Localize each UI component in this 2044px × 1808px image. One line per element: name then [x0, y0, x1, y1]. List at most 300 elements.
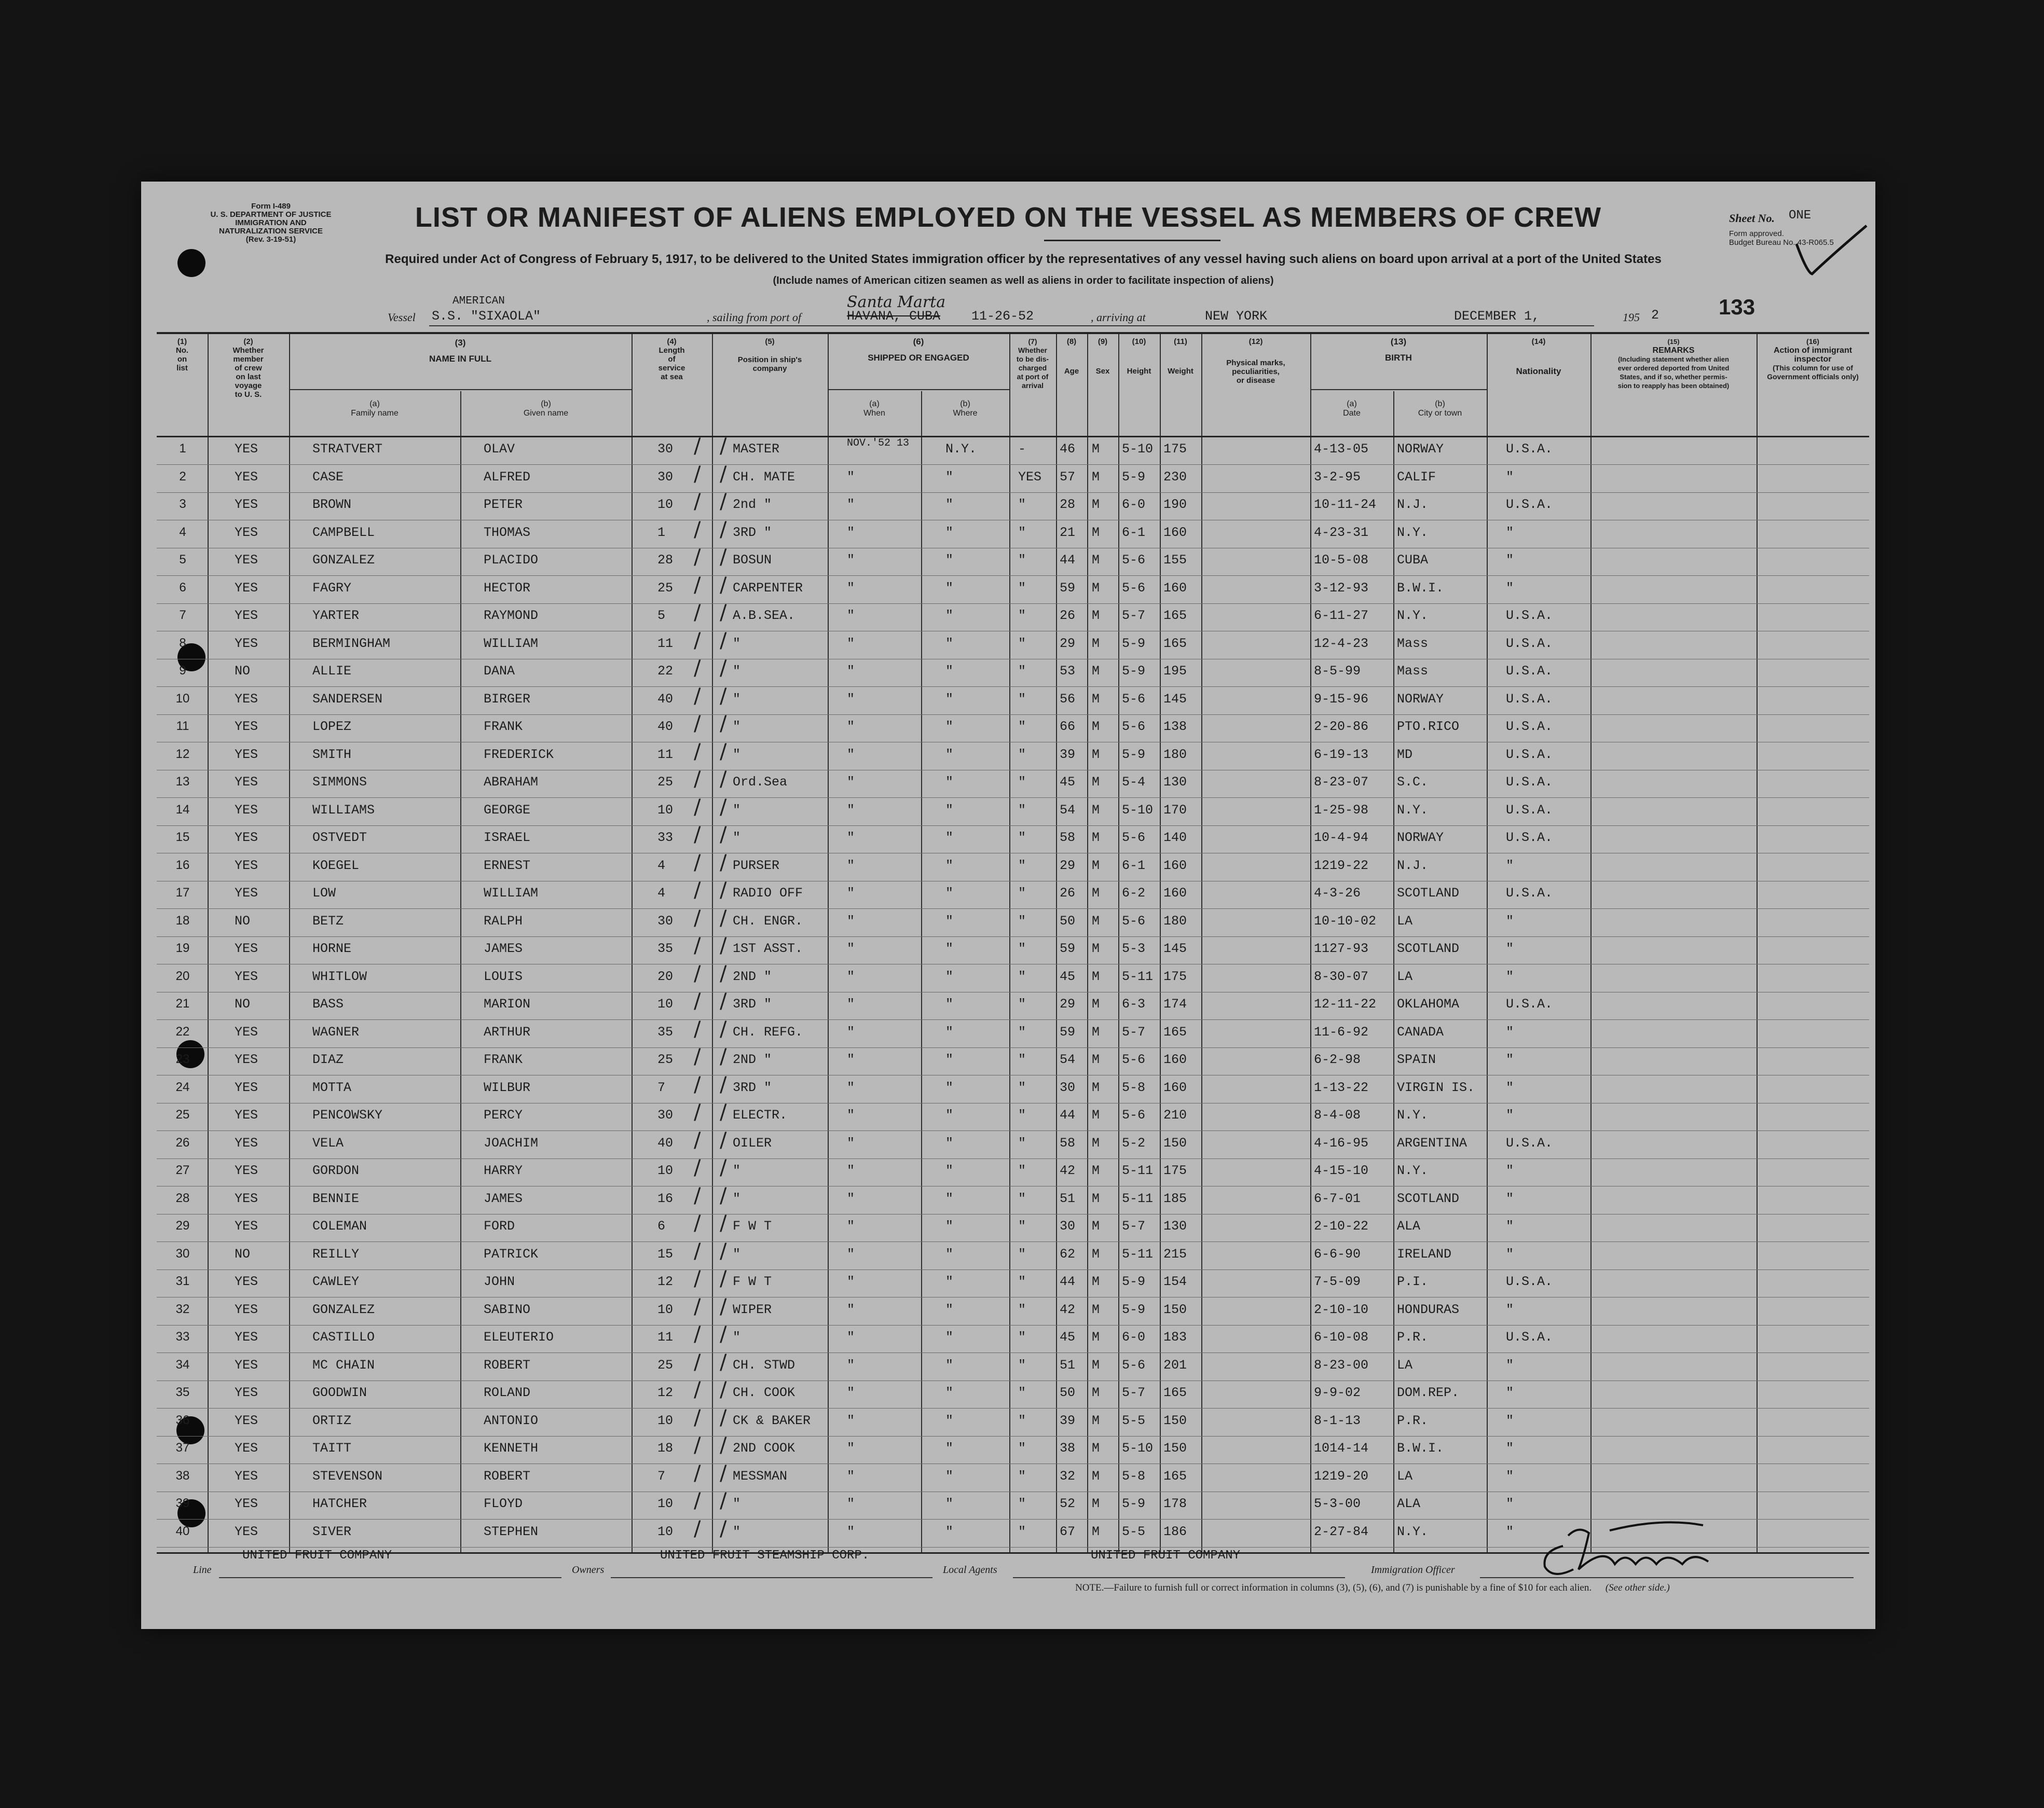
cell-shipped-when: " [847, 969, 855, 984]
cell-length-of-service: 22 [657, 664, 674, 679]
cell-nationality: " [1506, 1163, 1514, 1178]
cell-list-number: 7 [179, 608, 186, 622]
position-check-mark: / [720, 823, 727, 847]
cell-nationality: U.S.A. [1506, 802, 1553, 818]
cell-shipped-when: " [847, 802, 855, 818]
cell-birth-city: LA [1397, 1468, 1413, 1484]
cell-given-name: SABINO [484, 1302, 531, 1317]
cell-discharged: " [1018, 1246, 1026, 1262]
cell-birth-date: 4-15-10 [1314, 1163, 1369, 1178]
cell-length-of-service: 10 [657, 1496, 674, 1511]
service-check-mark: / [694, 656, 701, 680]
sailing-date: 11-26-52 [971, 309, 1034, 324]
punch-hole [177, 249, 205, 277]
cell-nationality: U.S.A. [1506, 1330, 1553, 1345]
cell-shipped-when: " [847, 1191, 855, 1206]
cell-weight: 215 [1163, 1246, 1187, 1262]
table-row [157, 1128, 1869, 1159]
cell-given-name: WILBUR [484, 1080, 531, 1095]
cell-given-name: PETER [484, 497, 523, 512]
cell-given-name: FLOYD [484, 1496, 523, 1511]
cell-list-number: 18 [175, 913, 190, 928]
cell-position: WIPER [733, 1302, 772, 1317]
position-check-mark: / [720, 878, 727, 902]
cell-nationality: " [1506, 1191, 1514, 1206]
table-row [157, 545, 1869, 576]
cell-shipped-where: " [945, 969, 954, 984]
cell-given-name: FREDERICK [484, 747, 554, 762]
cell-position: 2nd " [733, 497, 772, 512]
arrival-date: DECEMBER 1, [1454, 309, 1540, 324]
cell-length-of-service: 7 [657, 1468, 666, 1484]
cell-age: 42 [1060, 1302, 1076, 1317]
cell-nationality: " [1506, 1246, 1514, 1262]
cell-list-number: 25 [175, 1108, 190, 1122]
cell-birth-city: B.W.I. [1397, 1441, 1444, 1456]
cell-birth-date: 12-11-22 [1314, 997, 1377, 1012]
cell-family-name: KOEGEL [312, 858, 360, 873]
cell-weight: 130 [1163, 1219, 1187, 1234]
cell-birth-date: 6-6-90 [1314, 1246, 1361, 1262]
cell-birth-city: LA [1397, 913, 1413, 929]
cell-birth-date: 8-23-07 [1314, 775, 1369, 790]
table-row [157, 795, 1869, 826]
cell-family-name: WHITLOW [312, 969, 367, 984]
cell-age: 59 [1060, 941, 1076, 956]
manifest-sheet [141, 182, 1875, 1629]
cell-nationality: U.S.A. [1506, 1135, 1553, 1151]
position-check-mark: / [720, 1267, 727, 1291]
cell-given-name: JAMES [484, 1191, 523, 1206]
cell-list-number: 31 [175, 1274, 190, 1288]
cell-shipped-where: " [945, 1108, 954, 1123]
position-check-mark: / [720, 1128, 727, 1152]
position-check-mark: / [720, 462, 727, 486]
cell-position: CH. STWD [733, 1357, 795, 1373]
cell-nationality: " [1506, 1385, 1514, 1400]
cell-weight: 130 [1163, 775, 1187, 790]
cell-sex: M [1092, 1191, 1100, 1206]
cell-list-number: 3 [179, 497, 186, 511]
cell-family-name: BERMINGHAM [312, 636, 391, 651]
cell-age: 54 [1060, 802, 1076, 818]
cell-shipped-where: " [945, 553, 954, 568]
cell-weight: 150 [1163, 1135, 1187, 1151]
cell-birth-date: 2-10-10 [1314, 1302, 1369, 1317]
cell-shipped-where: " [945, 1024, 954, 1040]
cell-nationality: U.S.A. [1506, 664, 1553, 679]
service-check-mark: / [694, 989, 701, 1013]
cell-position: 3RD " [733, 1080, 772, 1095]
position-check-mark: / [720, 1350, 727, 1374]
cell-position: 1ST ASST. [733, 941, 803, 956]
cell-member-last-voyage: YES [235, 830, 258, 845]
cell-discharged: " [1018, 1052, 1026, 1067]
cell-height: 5-8 [1122, 1080, 1146, 1095]
cell-position: " [733, 1163, 741, 1178]
cell-weight: 180 [1163, 747, 1187, 762]
cell-list-number: 28 [175, 1191, 190, 1205]
cell-member-last-voyage: YES [235, 1302, 258, 1317]
table-row [157, 823, 1869, 853]
cell-age: 42 [1060, 1163, 1076, 1178]
cell-shipped-where: " [945, 1135, 954, 1151]
cell-birth-date: 8-1-13 [1314, 1413, 1361, 1428]
cell-position: A.B.SEA. [733, 608, 795, 623]
cell-given-name: DANA [484, 664, 515, 679]
cell-discharged: " [1018, 1108, 1026, 1123]
cell-sex: M [1092, 497, 1100, 512]
cell-birth-date: 1219-22 [1314, 858, 1369, 873]
position-check-mark: / [720, 517, 727, 542]
col-shipped-engaged: (6) SHIPPED OR ENGAGED [868, 337, 969, 363]
cell-birth-date: 7-5-09 [1314, 1274, 1361, 1289]
cell-given-name: OLAV [484, 441, 515, 457]
cell-height: 5-6 [1122, 830, 1146, 845]
cell-birth-city: NORWAY [1397, 441, 1444, 457]
service-check-mark: / [694, 573, 701, 597]
cell-height: 5-9 [1122, 1496, 1146, 1511]
cell-sex: M [1092, 553, 1100, 568]
cell-family-name: CAMPBELL [312, 525, 375, 540]
cell-length-of-service: 10 [657, 497, 674, 512]
cell-nationality: U.S.A. [1506, 497, 1553, 512]
cell-shipped-when: " [847, 691, 855, 707]
service-check-mark: / [694, 462, 701, 486]
cell-shipped-when: " [847, 1385, 855, 1400]
cell-nationality: U.S.A. [1506, 830, 1553, 845]
cell-age: 21 [1060, 525, 1076, 540]
cell-family-name: FAGRY [312, 580, 352, 596]
cell-family-name: GONZALEZ [312, 1302, 375, 1317]
cell-birth-date: 4-16-95 [1314, 1135, 1369, 1151]
cell-height: 5-10 [1122, 441, 1154, 457]
cell-age: 46 [1060, 441, 1076, 457]
cell-discharged: " [1018, 802, 1026, 818]
cell-sex: M [1092, 469, 1100, 485]
cell-shipped-where: " [945, 941, 954, 956]
cell-sex: M [1092, 719, 1100, 734]
position-check-mark: / [720, 712, 727, 736]
cell-height: 5-6 [1122, 1108, 1146, 1123]
cell-birth-date: 6-10-08 [1314, 1330, 1369, 1345]
cell-height: 5-9 [1122, 636, 1146, 651]
cell-sex: M [1092, 691, 1100, 707]
cell-birth-city: Mass [1397, 636, 1429, 651]
cell-position: MESSMAN [733, 1468, 788, 1484]
cell-given-name: THOMAS [484, 525, 531, 540]
cell-weight: 175 [1163, 441, 1187, 457]
cell-weight: 160 [1163, 580, 1187, 596]
cell-shipped-when: " [847, 997, 855, 1012]
cell-position: " [733, 1330, 741, 1345]
cell-birth-city: SCOTLAND [1397, 941, 1460, 956]
cell-position: CH. COOK [733, 1385, 795, 1400]
cell-discharged: " [1018, 580, 1026, 596]
cell-weight: 175 [1163, 1163, 1187, 1178]
cell-position: CK & BAKER [733, 1413, 811, 1428]
cell-height: 5-6 [1122, 691, 1146, 707]
cell-list-number: 32 [175, 1302, 190, 1316]
cell-shipped-when: " [847, 664, 855, 679]
table-row [157, 684, 1869, 715]
cell-shipped-when: " [847, 580, 855, 596]
cell-position: 2ND " [733, 1052, 772, 1067]
cell-given-name: PERCY [484, 1108, 523, 1123]
cell-height: 5-11 [1122, 1191, 1154, 1206]
table-row [157, 1378, 1869, 1409]
cell-discharged: " [1018, 1385, 1026, 1400]
position-check-mark: / [720, 490, 727, 514]
cell-height: 5-2 [1122, 1135, 1146, 1151]
cell-family-name: SMITH [312, 747, 352, 762]
cell-list-number: 23 [175, 1052, 190, 1066]
cell-member-last-voyage: YES [235, 1468, 258, 1484]
cell-length-of-service: 40 [657, 719, 674, 734]
cell-nationality: " [1506, 525, 1514, 540]
cell-nationality: U.S.A. [1506, 719, 1553, 734]
cell-nationality: " [1506, 941, 1514, 956]
cell-discharged: " [1018, 1024, 1026, 1040]
col-family-name: (a) Family name [351, 399, 399, 418]
cell-birth-city: OKLAHOMA [1397, 997, 1460, 1012]
cell-list-number: 15 [175, 830, 190, 844]
cell-weight: 160 [1163, 886, 1187, 901]
cell-family-name: BENNIE [312, 1191, 360, 1206]
cell-age: 59 [1060, 580, 1076, 596]
cell-height: 6-1 [1122, 858, 1146, 873]
cell-birth-date: 2-10-22 [1314, 1219, 1369, 1234]
cell-length-of-service: 6 [657, 1219, 666, 1234]
cell-list-number: 30 [175, 1246, 190, 1261]
table-row [157, 989, 1869, 1020]
cell-given-name: RALPH [484, 913, 523, 929]
cell-weight: 230 [1163, 469, 1187, 485]
cell-shipped-where: " [945, 913, 954, 929]
cell-age: 30 [1060, 1219, 1076, 1234]
col-list-number: (1) No. on list [175, 337, 189, 372]
cell-discharged: " [1018, 525, 1026, 540]
table-header [157, 332, 1869, 437]
cell-length-of-service: 11 [657, 1330, 674, 1345]
position-check-mark: / [720, 684, 727, 708]
cell-nationality: " [1506, 469, 1514, 485]
cell-nationality: " [1506, 1219, 1514, 1234]
table-row [157, 878, 1869, 909]
service-check-mark: / [694, 1516, 701, 1541]
cell-length-of-service: 10 [657, 1413, 674, 1428]
cell-discharged: " [1018, 691, 1026, 707]
cell-sex: M [1092, 747, 1100, 762]
cell-sex: M [1092, 1413, 1100, 1428]
service-check-mark: / [694, 1461, 701, 1485]
immigration-officer-label: Immigration Officer [1371, 1564, 1455, 1576]
cell-sex: M [1092, 1246, 1100, 1262]
cell-length-of-service: 40 [657, 691, 674, 707]
cell-position: CH. MATE [733, 469, 795, 485]
cell-height: 6-0 [1122, 497, 1146, 512]
cell-weight: 140 [1163, 830, 1187, 845]
cell-length-of-service: 11 [657, 636, 674, 651]
col-weight: (11) Weight [1168, 337, 1194, 376]
cell-given-name: PLACIDO [484, 553, 539, 568]
cell-birth-date: 8-5-99 [1314, 664, 1361, 679]
cell-list-number: 24 [175, 1080, 190, 1094]
cell-position: ELECTR. [733, 1108, 788, 1123]
cell-shipped-where: " [945, 664, 954, 679]
cell-shipped-where: " [945, 1357, 954, 1373]
cell-shipped-when: " [847, 747, 855, 762]
cell-age: 66 [1060, 719, 1076, 734]
cell-member-last-voyage: NO [235, 997, 251, 1012]
cell-member-last-voyage: YES [235, 691, 258, 707]
cell-list-number: 33 [175, 1330, 190, 1344]
service-check-mark: / [694, 1405, 701, 1430]
cell-height: 5-7 [1122, 608, 1146, 623]
cell-length-of-service: 10 [657, 1524, 674, 1539]
sailing-port: HAVANA, CUBA [847, 309, 941, 324]
cell-discharged: " [1018, 1302, 1026, 1317]
cell-birth-date: 1127-93 [1314, 941, 1369, 956]
cell-list-number: 20 [175, 969, 190, 983]
cell-list-number: 2 [179, 469, 186, 484]
cell-shipped-where: " [945, 1441, 954, 1456]
cell-given-name: RAYMOND [484, 608, 539, 623]
position-check-mark: / [720, 1405, 727, 1430]
col-birth: (13) BIRTH [1385, 337, 1412, 363]
cell-birth-city: N.J. [1397, 497, 1429, 512]
cell-nationality: " [1506, 1413, 1514, 1428]
cell-height: 5-10 [1122, 1441, 1154, 1456]
service-check-mark: / [694, 850, 701, 875]
cell-weight: 145 [1163, 691, 1187, 707]
cell-member-last-voyage: YES [235, 802, 258, 818]
cell-age: 45 [1060, 1330, 1076, 1345]
cell-age: 57 [1060, 469, 1076, 485]
cell-shipped-when: " [847, 1468, 855, 1484]
cell-shipped-when: " [847, 1524, 855, 1539]
col-physical-marks: (12) Physical marks, peculiarities, or disease [1226, 337, 1285, 385]
table-row [157, 656, 1869, 687]
cell-shipped-when: NOV.'52 13 [847, 437, 910, 449]
cell-weight: 145 [1163, 941, 1187, 956]
cell-family-name: CASTILLO [312, 1330, 375, 1345]
service-check-mark: / [694, 1267, 701, 1291]
cell-member-last-voyage: YES [235, 497, 258, 512]
cell-birth-date: 9-15-96 [1314, 691, 1369, 707]
cell-birth-city: N.Y. [1397, 802, 1429, 818]
cell-length-of-service: 25 [657, 1357, 674, 1373]
cell-member-last-voyage: YES [235, 1413, 258, 1428]
cell-weight: 183 [1163, 1330, 1187, 1345]
cell-height: 5-6 [1122, 719, 1146, 734]
cell-family-name: CASE [312, 469, 344, 485]
service-check-mark: / [694, 628, 701, 653]
cell-list-number: 1 [179, 441, 186, 456]
cell-nationality: " [1506, 913, 1514, 929]
service-check-mark: / [694, 517, 701, 542]
cell-family-name: REILLY [312, 1246, 360, 1262]
cell-shipped-where: " [945, 775, 954, 790]
col-age: (8) Age [1064, 337, 1079, 376]
cell-family-name: HATCHER [312, 1496, 367, 1511]
cell-position: 2ND COOK [733, 1441, 795, 1456]
cell-discharged: " [1018, 1357, 1026, 1373]
cell-shipped-where: N.Y. [945, 441, 977, 457]
cell-member-last-voyage: NO [235, 664, 251, 679]
cell-shipped-when: " [847, 1080, 855, 1095]
cell-length-of-service: 15 [657, 1246, 674, 1262]
cell-birth-date: 1014-14 [1314, 1441, 1369, 1456]
cell-weight: 160 [1163, 1080, 1187, 1095]
cell-list-number: 4 [179, 525, 186, 539]
cell-shipped-where: " [945, 1413, 954, 1428]
cell-member-last-voyage: YES [235, 553, 258, 568]
cell-nationality: " [1506, 969, 1514, 984]
cell-member-last-voyage: YES [235, 1163, 258, 1178]
cell-age: 50 [1060, 913, 1076, 929]
service-check-mark: / [694, 1211, 701, 1235]
cell-sex: M [1092, 830, 1100, 845]
cell-birth-date: 3-12-93 [1314, 580, 1369, 596]
cell-member-last-voyage: YES [235, 1274, 258, 1289]
requirement-statement: Required under Act of Congress of February 5, 1917, to be delivered to the United States immigration officer by the representatives of any vessel having such aliens on board upon arrival at a port of the United States [385, 252, 1662, 266]
col-shipped-where: (b) Where [953, 399, 978, 418]
cell-given-name: BIRGER [484, 691, 531, 707]
cell-birth-date: 2-20-86 [1314, 719, 1369, 734]
cell-shipped-when: " [847, 1024, 855, 1040]
cell-list-number: 6 [179, 580, 186, 595]
line-value: UNITED FRUIT COMPANY [242, 1549, 392, 1563]
service-check-mark: / [694, 490, 701, 514]
cell-shipped-where: " [945, 1496, 954, 1511]
table-row [157, 1156, 1869, 1186]
cell-birth-city: N.Y. [1397, 1524, 1429, 1539]
year-value: 2 [1651, 308, 1659, 323]
service-check-mark: / [694, 739, 701, 764]
cell-list-number: 38 [175, 1468, 190, 1483]
cell-length-of-service: 12 [657, 1385, 674, 1400]
cell-weight: 165 [1163, 636, 1187, 651]
cell-weight: 185 [1163, 1191, 1187, 1206]
cell-length-of-service: 12 [657, 1274, 674, 1289]
cell-member-last-voyage: YES [235, 941, 258, 956]
table-row [157, 850, 1869, 881]
include-note: (Include names of American citizen seamen as well as aliens in order to facilitate inspection of aliens) [773, 275, 1274, 286]
cell-shipped-when: " [847, 1052, 855, 1067]
position-check-mark: / [720, 545, 727, 569]
cell-discharged: " [1018, 719, 1026, 734]
cell-shipped-when: " [847, 719, 855, 734]
cell-length-of-service: 18 [657, 1441, 674, 1456]
table-row [157, 961, 1869, 992]
cell-member-last-voyage: YES [235, 1524, 258, 1539]
cell-discharged: " [1018, 1441, 1026, 1456]
cell-birth-date: 4-13-05 [1314, 441, 1369, 457]
cell-given-name: STEPHEN [484, 1524, 539, 1539]
cell-age: 58 [1060, 1135, 1076, 1151]
cell-position: " [733, 1524, 741, 1539]
local-agents-label: Local Agents [943, 1564, 997, 1576]
cell-birth-city: N.Y. [1397, 525, 1429, 540]
cell-birth-city: N.Y. [1397, 1163, 1429, 1178]
cell-shipped-where: " [945, 1468, 954, 1484]
cell-discharged: " [1018, 997, 1026, 1012]
col-birth-city: (b) City or town [1418, 399, 1462, 418]
col-length-of-service: (4) Length of service at sea [658, 337, 685, 381]
cell-birth-date: 4-3-26 [1314, 886, 1361, 901]
cell-age: 45 [1060, 775, 1076, 790]
